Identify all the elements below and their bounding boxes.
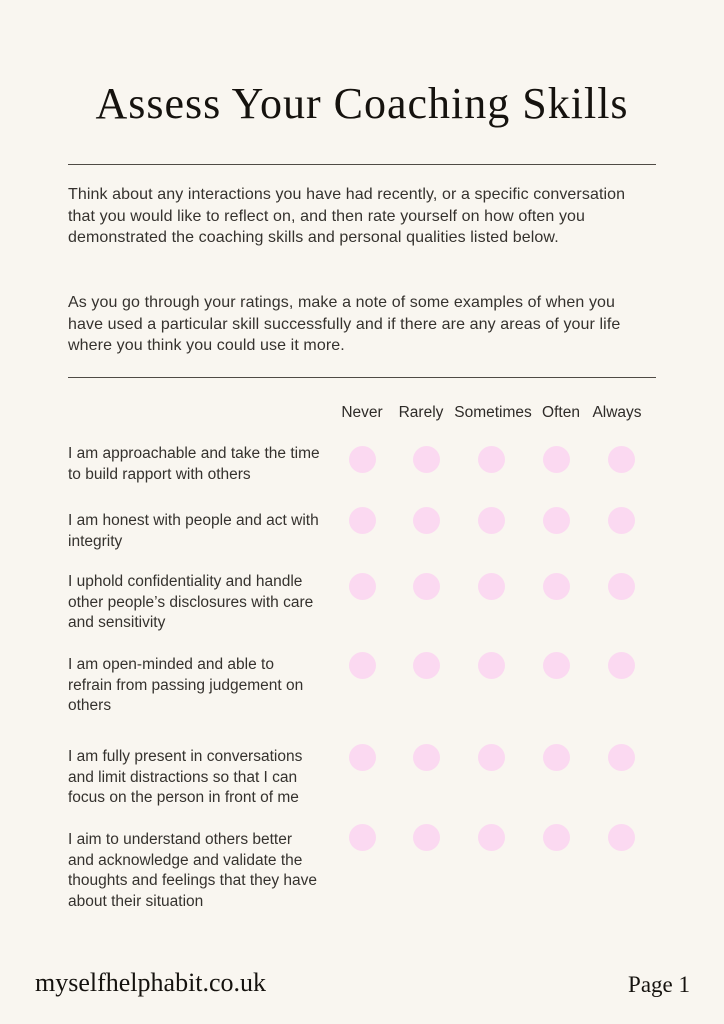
rating-dot-never[interactable]: [349, 652, 376, 679]
rating-dot-never[interactable]: [349, 824, 376, 851]
rating-dot-often[interactable]: [543, 446, 570, 473]
rating-dot-never[interactable]: [349, 573, 376, 600]
intro-paragraph-1: Think about any interactions you have had recently, or a specific conversation that you would like to reflect on, and then rate yourself on how often you demonstrated the coaching skills and personal qualities listed below.: [68, 186, 626, 247]
skill-label: I uphold confidentiality and handle other people’s disclosures with care and sensitivity: [68, 573, 314, 631]
skill-label: I am honest with people and act with integrity: [68, 512, 319, 550]
footer-page-number: Page 1: [628, 972, 690, 997]
rating-dot-never[interactable]: [349, 744, 376, 771]
scale-label-always: Always: [592, 404, 642, 421]
footer-website: myselfhelphabit.co.uk: [35, 968, 267, 997]
rating-dot-never[interactable]: [349, 446, 376, 473]
skill-label: I am open-minded and able to refrain from passing judgement on others: [68, 656, 304, 714]
rating-dot-always[interactable]: [608, 824, 635, 851]
intro-paragraph-2: As you go through your ratings, make a note of some examples of when you have used a particular skill successfully and if there are any areas of your life where you think you could use it more.: [68, 294, 621, 355]
page-title: Assess Your Coaching Skills: [95, 79, 629, 128]
rating-dot-always[interactable]: [608, 446, 635, 473]
scale-label-never: Never: [341, 404, 383, 421]
rating-dot-often[interactable]: [543, 507, 570, 534]
rating-dot-always[interactable]: [608, 507, 635, 534]
divider-top: [68, 164, 656, 165]
rating-dot-often[interactable]: [543, 573, 570, 600]
rating-dot-sometimes[interactable]: [478, 507, 505, 534]
rating-dot-rarely[interactable]: [413, 652, 440, 679]
rating-dot-sometimes[interactable]: [478, 446, 505, 473]
scale-label-sometimes: Sometimes: [454, 404, 532, 421]
rating-dot-always[interactable]: [608, 744, 635, 771]
rating-dot-sometimes[interactable]: [478, 573, 505, 600]
rating-dot-never[interactable]: [349, 507, 376, 534]
rating-dot-sometimes[interactable]: [478, 744, 505, 771]
rating-dot-rarely[interactable]: [413, 573, 440, 600]
rating-dot-always[interactable]: [608, 652, 635, 679]
rating-dot-often[interactable]: [543, 744, 570, 771]
rating-dot-sometimes[interactable]: [478, 652, 505, 679]
rating-dot-often[interactable]: [543, 652, 570, 679]
divider-bottom: [68, 377, 656, 378]
rating-dot-always[interactable]: [608, 573, 635, 600]
skill-label: I aim to understand others better and acknowledge and validate the thoughts and feelings that they have about their situation: [68, 831, 318, 910]
skill-label: I am fully present in conversations and limit distractions so that I can focus on the person in front of me: [68, 748, 303, 806]
rating-dot-often[interactable]: [543, 824, 570, 851]
rating-dot-rarely[interactable]: [413, 507, 440, 534]
scale-label-often: Often: [542, 404, 580, 421]
scale-label-rarely: Rarely: [398, 404, 444, 421]
rating-dot-sometimes[interactable]: [478, 824, 505, 851]
rating-dot-rarely[interactable]: [413, 446, 440, 473]
rating-dot-rarely[interactable]: [413, 744, 440, 771]
skill-label: I am approachable and take the time to build rapport with others: [68, 445, 320, 483]
rating-dot-rarely[interactable]: [413, 824, 440, 851]
